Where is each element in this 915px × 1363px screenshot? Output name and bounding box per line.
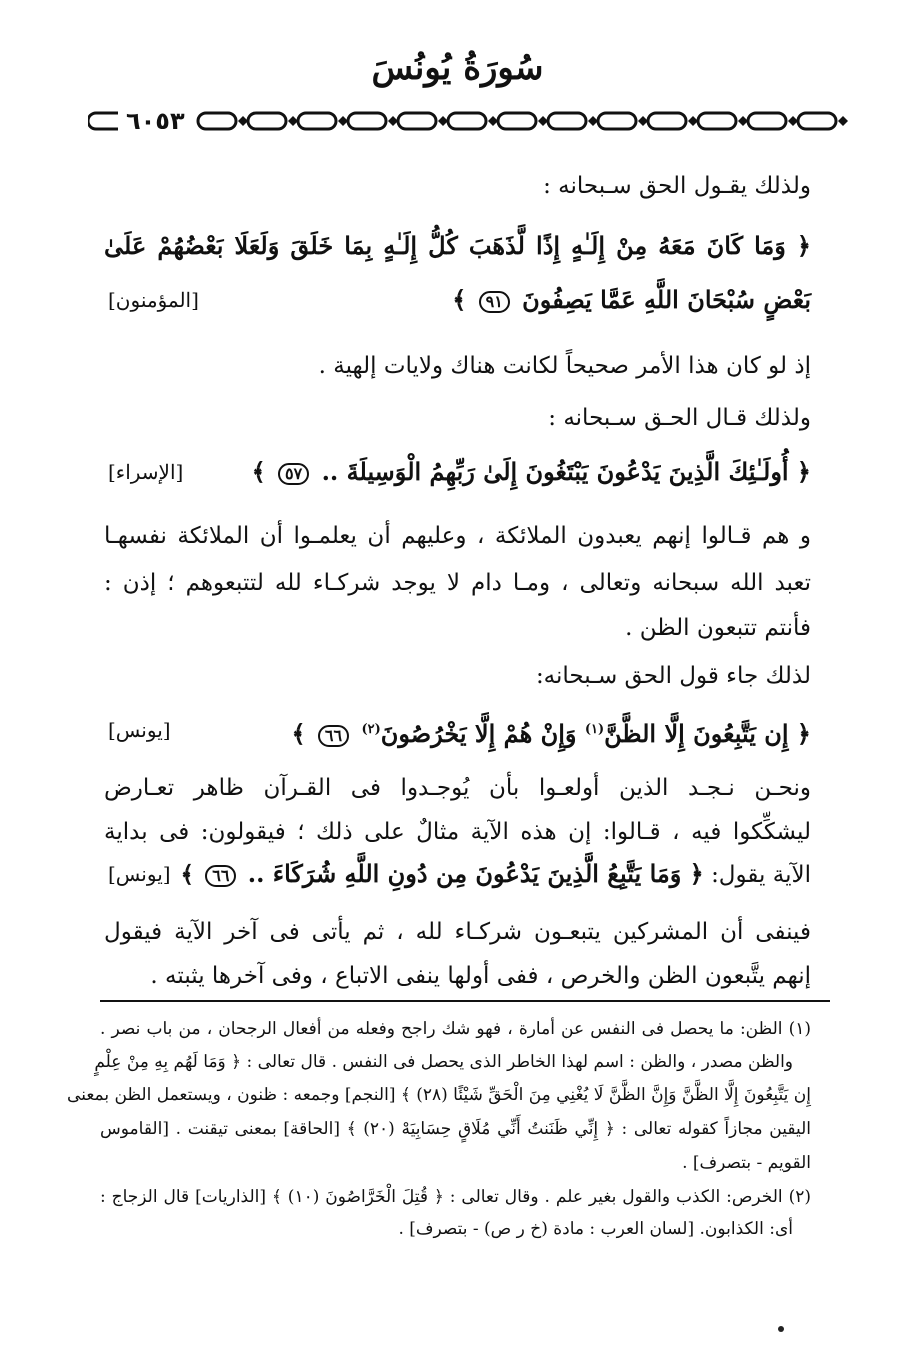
- ink-dot: [778, 1326, 784, 1332]
- closing-bracket: ﴾: [180, 861, 194, 888]
- closing-bracket: ﴾: [251, 457, 266, 486]
- verse-text: ﴿ وَمَا يَتَّبِعُ الَّذِينَ يَدْعُونَ مِن دُونِ اللَّهِ شُرَكَاءَ ..: [247, 859, 704, 888]
- intro-line-2: ولذلك قـال الحـق سـبحانه :: [548, 405, 811, 431]
- quran-verse-isra: [104, 452, 811, 492]
- footnote-1-line: القويم - بتصرف] .: [682, 1153, 811, 1173]
- ayah-number: ٦٦: [318, 725, 349, 747]
- quran-verse-muminun-line-1: ﴿ وَمَا كَانَ مَعَهُ مِنْ إِلَـٰهٍ إِذًا لَّذَهَبَ كُلُّ إِلَـٰهٍ بِمَا خَلَقَ وَلَعَلَا بَعْضُهُمْ عَلَىٰ: [104, 231, 811, 260]
- surah-reference: [يونس]: [108, 718, 171, 742]
- page-number: ٦٠٥٣: [118, 104, 193, 138]
- intro-line-3: لذلك جاء قول الحق سـبحانه:: [535, 663, 811, 689]
- verse-text: ﴿ أُولَـٰئِكَ الَّذِينَ يَدْعُونَ يَبْتَغُونَ إِلَىٰ رَبِّهِمُ الْوَسِيلَةَ ..: [321, 457, 811, 486]
- quran-verse-yunus: [104, 710, 811, 754]
- paragraph-line-with-verse: [104, 854, 811, 895]
- verse-text: بَعْضٍ سُبْحَانَ اللَّهِ عَمَّا يَصِفُونَ: [522, 285, 811, 314]
- footnote-1-line: والظن مصدر ، والظن : اسم لهذا الخاطر الذى يحصل فى النفس . قال تعالى : ﴿ وَمَا لَهُم بِهِ مِنْ عِلْمٍ: [94, 1052, 793, 1072]
- paragraph-line: إنهم يتَّبعون الظن والخرص ، ففى أولها ينفى الاتباع ، وفى آخرها يثبته .: [150, 963, 811, 989]
- surah-reference: [يونس]: [108, 862, 171, 886]
- closing-bracket: ﴾: [291, 719, 306, 748]
- paragraph-line: ونحـن نـجـد الذين أولعـوا بأن يُوجـدوا فى القـرآن ظاهر تعـارض: [104, 775, 811, 801]
- paragraph-line: و هم قـالوا إنهم يعبدون الملائكة ، وعليهم أن يعلمـوا أن الملائكة نفسهـا: [104, 523, 811, 549]
- footnote-1-line: (١) الظن: ما يحصل فى النفس عن أمارة ، فهو شك راجح وفعله من أفعال الرجحان ، من باب نصر .: [100, 1019, 811, 1039]
- footnote-ref: (٢): [361, 722, 381, 737]
- verse-text: وَإِنْ هُمْ إِلَّا يَخْرُصُونَ: [380, 719, 577, 748]
- paragraph-line: فينفى أن المشركين يتبعـون شركـاء لله ، ثم يأتى فى آخر الآية فيقول: [104, 919, 811, 945]
- verse-text: ﴿ إِن يَتَّبِعُونَ إِلَّا الظَّنَّ: [604, 719, 811, 748]
- footnote-1-line: اليقين مجازاً كقوله تعالى : ﴿ إِنِّي ظَنَنتُ أَنِّي مُلَاقٍ حِسَابِيَهْ (٢٠) ﴾ [الحاقة] بمعنى تيقنت . [القاموس: [100, 1119, 811, 1139]
- footnote-separator: [100, 1000, 830, 1002]
- surah-title: سُورَةُ يُونُسَ: [371, 48, 544, 88]
- surah-reference: [الإسراء]: [108, 460, 184, 484]
- paragraph-line: تعبد الله سبحانه وتعالى ، ومـا دام لا يوجد شركـاء لله لتتبعوهم ؛ إذن :: [104, 570, 811, 596]
- closing-bracket: ﴾: [452, 285, 467, 314]
- footnote-2-line: أى: الكذابون. [لسان العرب : مادة (خ ر ص) - بتصرف] .: [398, 1219, 793, 1239]
- paragraph-text: الآية يقول:: [711, 862, 811, 888]
- intro-line-1: ولذلك يقـول الحق سـبحانه :: [543, 173, 811, 199]
- footnote-2-line: (٢) الخرص: الكذب والقول بغير علم . وقال تعالى : ﴿ قُتِلَ الْخَرَّاصُونَ (١٠) ﴾ [الذاريات] قال الزجاج :: [100, 1187, 811, 1207]
- ayah-number: ٦٦: [205, 865, 236, 887]
- quran-verse-muminun-line-2: [104, 280, 811, 320]
- paragraph-line: ليشكِّكوا فيه ، قـالوا: إن هذه الآية مثالٌ على ذلك ؛ فيقولون: فى بداية: [104, 819, 811, 845]
- chain-ornament-band: [88, 108, 860, 134]
- footnote-1-line: إِن يَتَّبِعُونَ إِلَّا الظَّنَّ وَإِنَّ الظَّنَّ لَا يُغْنِي مِنَ الْحَقِّ شَيْئًا (٢٨) ﴾ [النجم] وجمعه : ظنون ، ويستعمل الظن بمعنى: [67, 1085, 811, 1105]
- ayah-number: ٩١: [479, 291, 510, 313]
- surah-reference: [المؤمنون]: [108, 288, 199, 312]
- paragraph-line: إذ لو كان هذا الأمر صحيحاً لكانت هناك ولايات إلهية .: [318, 353, 811, 379]
- paragraph-line: فأنتم تتبعون الظن .: [625, 615, 811, 641]
- ayah-number: ٥٧: [278, 463, 309, 485]
- footnote-ref: (١): [584, 722, 605, 737]
